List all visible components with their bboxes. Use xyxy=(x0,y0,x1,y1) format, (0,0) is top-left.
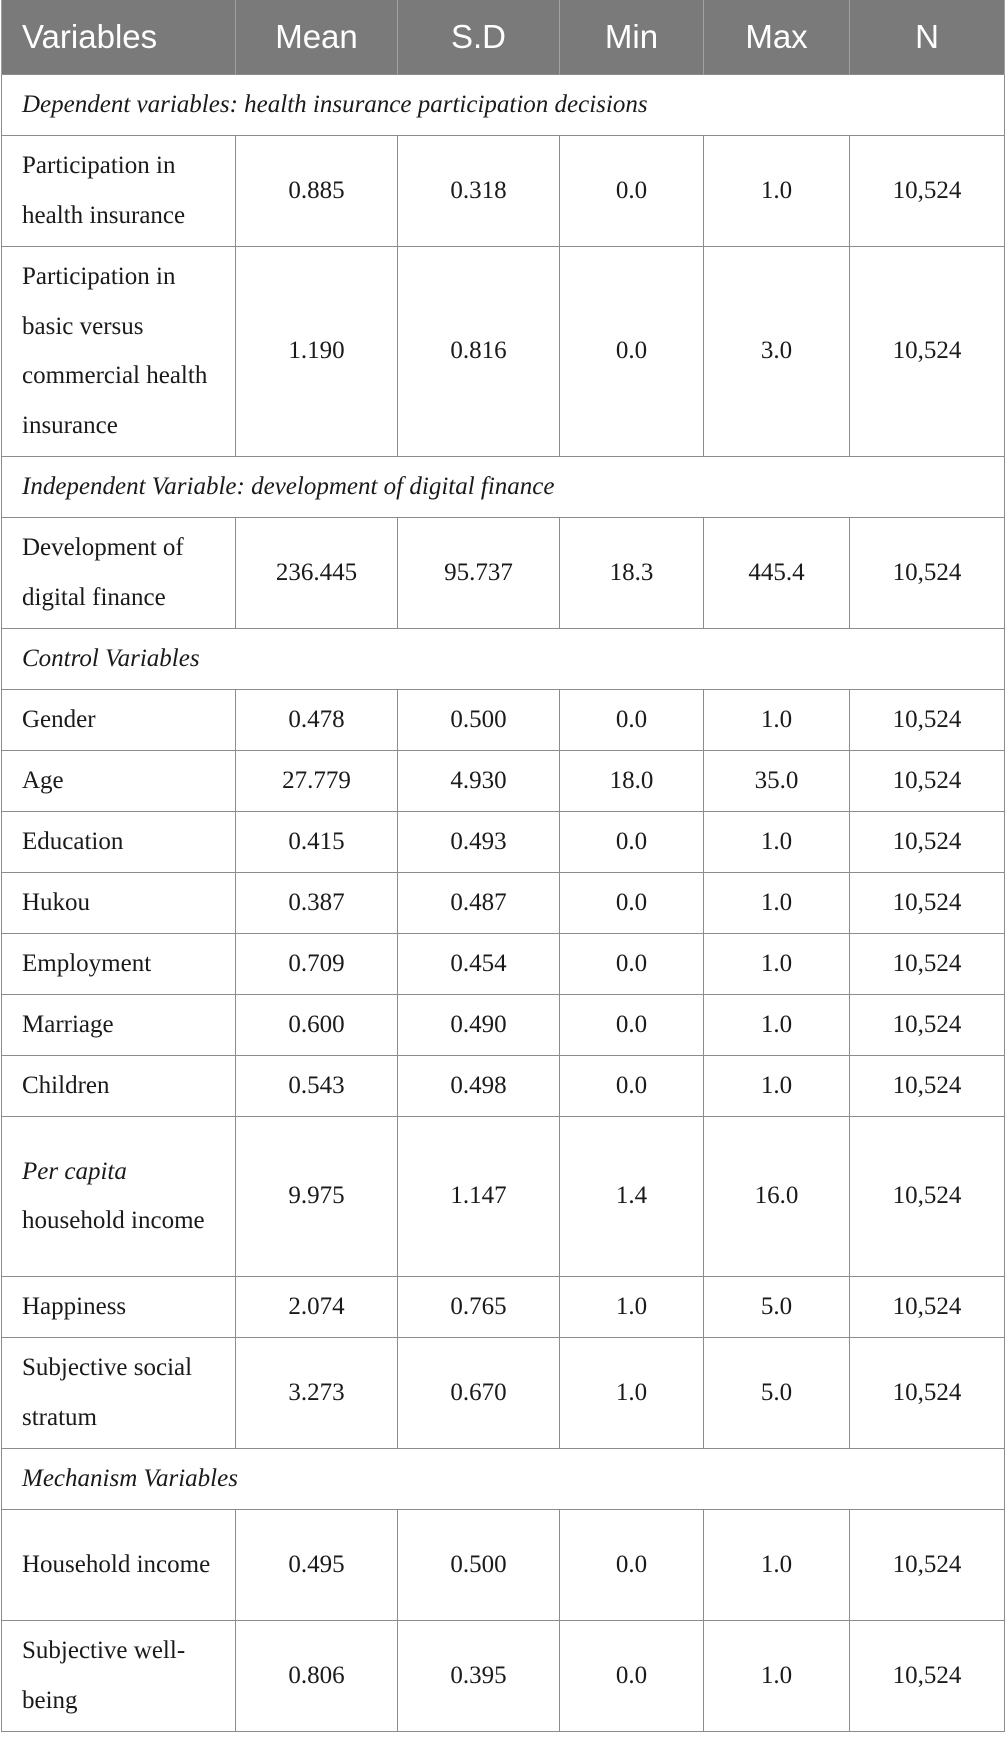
cell-variable: Participation in basic versus commercial health insurance xyxy=(2,246,236,456)
table-row xyxy=(2,1116,1005,1276)
table-row xyxy=(2,811,1005,872)
cell-mean: 0.709 xyxy=(236,933,398,994)
cell-min: 0.0 xyxy=(560,811,704,872)
cell-sd: 0.670 xyxy=(398,1337,560,1448)
cell-n: 10,524 xyxy=(850,246,1005,456)
cell-sd: 0.487 xyxy=(398,872,560,933)
cell-variable: Hukou xyxy=(2,872,236,933)
cell-max: 1.0 xyxy=(704,994,850,1055)
cell-sd: 0.454 xyxy=(398,933,560,994)
cell-max: 35.0 xyxy=(704,750,850,811)
cell-max: 1.0 xyxy=(704,1509,850,1620)
table-row xyxy=(2,135,1005,246)
cell-variable: Participation in health insurance xyxy=(2,135,236,246)
cell-mean: 0.885 xyxy=(236,135,398,246)
cell-max: 3.0 xyxy=(704,246,850,456)
cell-variable: Employment xyxy=(2,933,236,994)
header-mean: Mean xyxy=(236,0,398,74)
cell-variable: Gender xyxy=(2,689,236,750)
cell-max: 5.0 xyxy=(704,1276,850,1337)
cell-min: 0.0 xyxy=(560,872,704,933)
cell-mean: 0.495 xyxy=(236,1509,398,1620)
cell-variable: Education xyxy=(2,811,236,872)
cell-mean: 236.445 xyxy=(236,517,398,628)
cell-min: 1.0 xyxy=(560,1337,704,1448)
cell-mean: 0.806 xyxy=(236,1620,398,1731)
cell-max: 1.0 xyxy=(704,1620,850,1731)
table-row xyxy=(2,689,1005,750)
cell-max: 16.0 xyxy=(704,1116,850,1276)
section-title: Mechanism Variables xyxy=(2,1448,1005,1509)
cell-min: 0.0 xyxy=(560,1620,704,1731)
table-header xyxy=(2,0,1005,74)
table-row xyxy=(2,750,1005,811)
cell-n: 10,524 xyxy=(850,1055,1005,1116)
cell-mean: 3.273 xyxy=(236,1337,398,1448)
table-row xyxy=(2,1276,1005,1337)
cell-n: 10,524 xyxy=(850,994,1005,1055)
header-variables: Variables xyxy=(2,0,236,74)
table-row xyxy=(2,517,1005,628)
cell-variable xyxy=(2,1116,236,1276)
cell-variable: Subjective well-being xyxy=(2,1620,236,1731)
header-n: N xyxy=(850,0,1005,74)
section-row-independent xyxy=(2,456,1005,517)
cell-variable: Marriage xyxy=(2,994,236,1055)
cell-min: 0.0 xyxy=(560,246,704,456)
variable-rest: household income xyxy=(22,1207,205,1234)
cell-n: 10,524 xyxy=(850,933,1005,994)
cell-min: 0.0 xyxy=(560,135,704,246)
cell-n: 10,524 xyxy=(850,135,1005,246)
cell-n: 10,524 xyxy=(850,1276,1005,1337)
table-row xyxy=(2,1509,1005,1620)
cell-sd: 0.498 xyxy=(398,1055,560,1116)
variable-italic-part: Per capita xyxy=(22,1157,127,1185)
cell-mean: 0.600 xyxy=(236,994,398,1055)
cell-sd: 0.490 xyxy=(398,994,560,1055)
table-row xyxy=(2,246,1005,456)
cell-max: 1.0 xyxy=(704,811,850,872)
cell-mean: 0.478 xyxy=(236,689,398,750)
descriptive-statistics-table xyxy=(1,0,1005,1732)
cell-mean: 2.074 xyxy=(236,1276,398,1337)
cell-sd: 0.493 xyxy=(398,811,560,872)
cell-min: 0.0 xyxy=(560,1055,704,1116)
section-title: Dependent variables: health insurance participation decisions xyxy=(2,74,1005,135)
cell-n: 10,524 xyxy=(850,1337,1005,1448)
cell-sd: 0.500 xyxy=(398,1509,560,1620)
section-row-mechanism xyxy=(2,1448,1005,1509)
cell-variable: Children xyxy=(2,1055,236,1116)
table-row xyxy=(2,1337,1005,1448)
cell-n: 10,524 xyxy=(850,1509,1005,1620)
cell-max: 445.4 xyxy=(704,517,850,628)
cell-sd: 4.930 xyxy=(398,750,560,811)
cell-n: 10,524 xyxy=(850,689,1005,750)
cell-variable: Development of digital finance xyxy=(2,517,236,628)
cell-variable: Subjective social stratum xyxy=(2,1337,236,1448)
cell-variable: Happiness xyxy=(2,1276,236,1337)
cell-max: 5.0 xyxy=(704,1337,850,1448)
cell-max: 1.0 xyxy=(704,135,850,246)
section-title: Independent Variable: development of digital finance xyxy=(2,456,1005,517)
cell-sd: 95.737 xyxy=(398,517,560,628)
section-row-dependent xyxy=(2,74,1005,135)
cell-max: 1.0 xyxy=(704,872,850,933)
table-row xyxy=(2,1055,1005,1116)
cell-mean: 0.415 xyxy=(236,811,398,872)
table-row xyxy=(2,872,1005,933)
cell-min: 0.0 xyxy=(560,689,704,750)
header-sd: S.D xyxy=(398,0,560,74)
cell-n: 10,524 xyxy=(850,872,1005,933)
cell-sd: 0.500 xyxy=(398,689,560,750)
table-row xyxy=(2,994,1005,1055)
cell-mean: 1.190 xyxy=(236,246,398,456)
cell-n: 10,524 xyxy=(850,750,1005,811)
cell-sd: 1.147 xyxy=(398,1116,560,1276)
section-row-control xyxy=(2,628,1005,689)
table-row xyxy=(2,1620,1005,1731)
cell-sd: 0.318 xyxy=(398,135,560,246)
cell-sd: 0.395 xyxy=(398,1620,560,1731)
header-max: Max xyxy=(704,0,850,74)
header-min: Min xyxy=(560,0,704,74)
cell-mean: 9.975 xyxy=(236,1116,398,1276)
cell-min: 1.4 xyxy=(560,1116,704,1276)
cell-mean: 0.543 xyxy=(236,1055,398,1116)
cell-max: 1.0 xyxy=(704,933,850,994)
cell-sd: 0.765 xyxy=(398,1276,560,1337)
cell-mean: 27.779 xyxy=(236,750,398,811)
cell-min: 18.3 xyxy=(560,517,704,628)
cell-n: 10,524 xyxy=(850,811,1005,872)
table-body xyxy=(2,74,1005,1731)
header-row xyxy=(2,0,1005,74)
cell-mean: 0.387 xyxy=(236,872,398,933)
cell-variable: Age xyxy=(2,750,236,811)
cell-max: 1.0 xyxy=(704,1055,850,1116)
cell-n: 10,524 xyxy=(850,1116,1005,1276)
cell-min: 18.0 xyxy=(560,750,704,811)
table-row xyxy=(2,933,1005,994)
cell-sd: 0.816 xyxy=(398,246,560,456)
cell-max: 1.0 xyxy=(704,689,850,750)
cell-n: 10,524 xyxy=(850,1620,1005,1731)
section-title: Control Variables xyxy=(2,628,1005,689)
cell-min: 0.0 xyxy=(560,933,704,994)
cell-n: 10,524 xyxy=(850,517,1005,628)
cell-variable: Household income xyxy=(2,1509,236,1620)
cell-min: 0.0 xyxy=(560,1509,704,1620)
cell-min: 0.0 xyxy=(560,994,704,1055)
cell-min: 1.0 xyxy=(560,1276,704,1337)
